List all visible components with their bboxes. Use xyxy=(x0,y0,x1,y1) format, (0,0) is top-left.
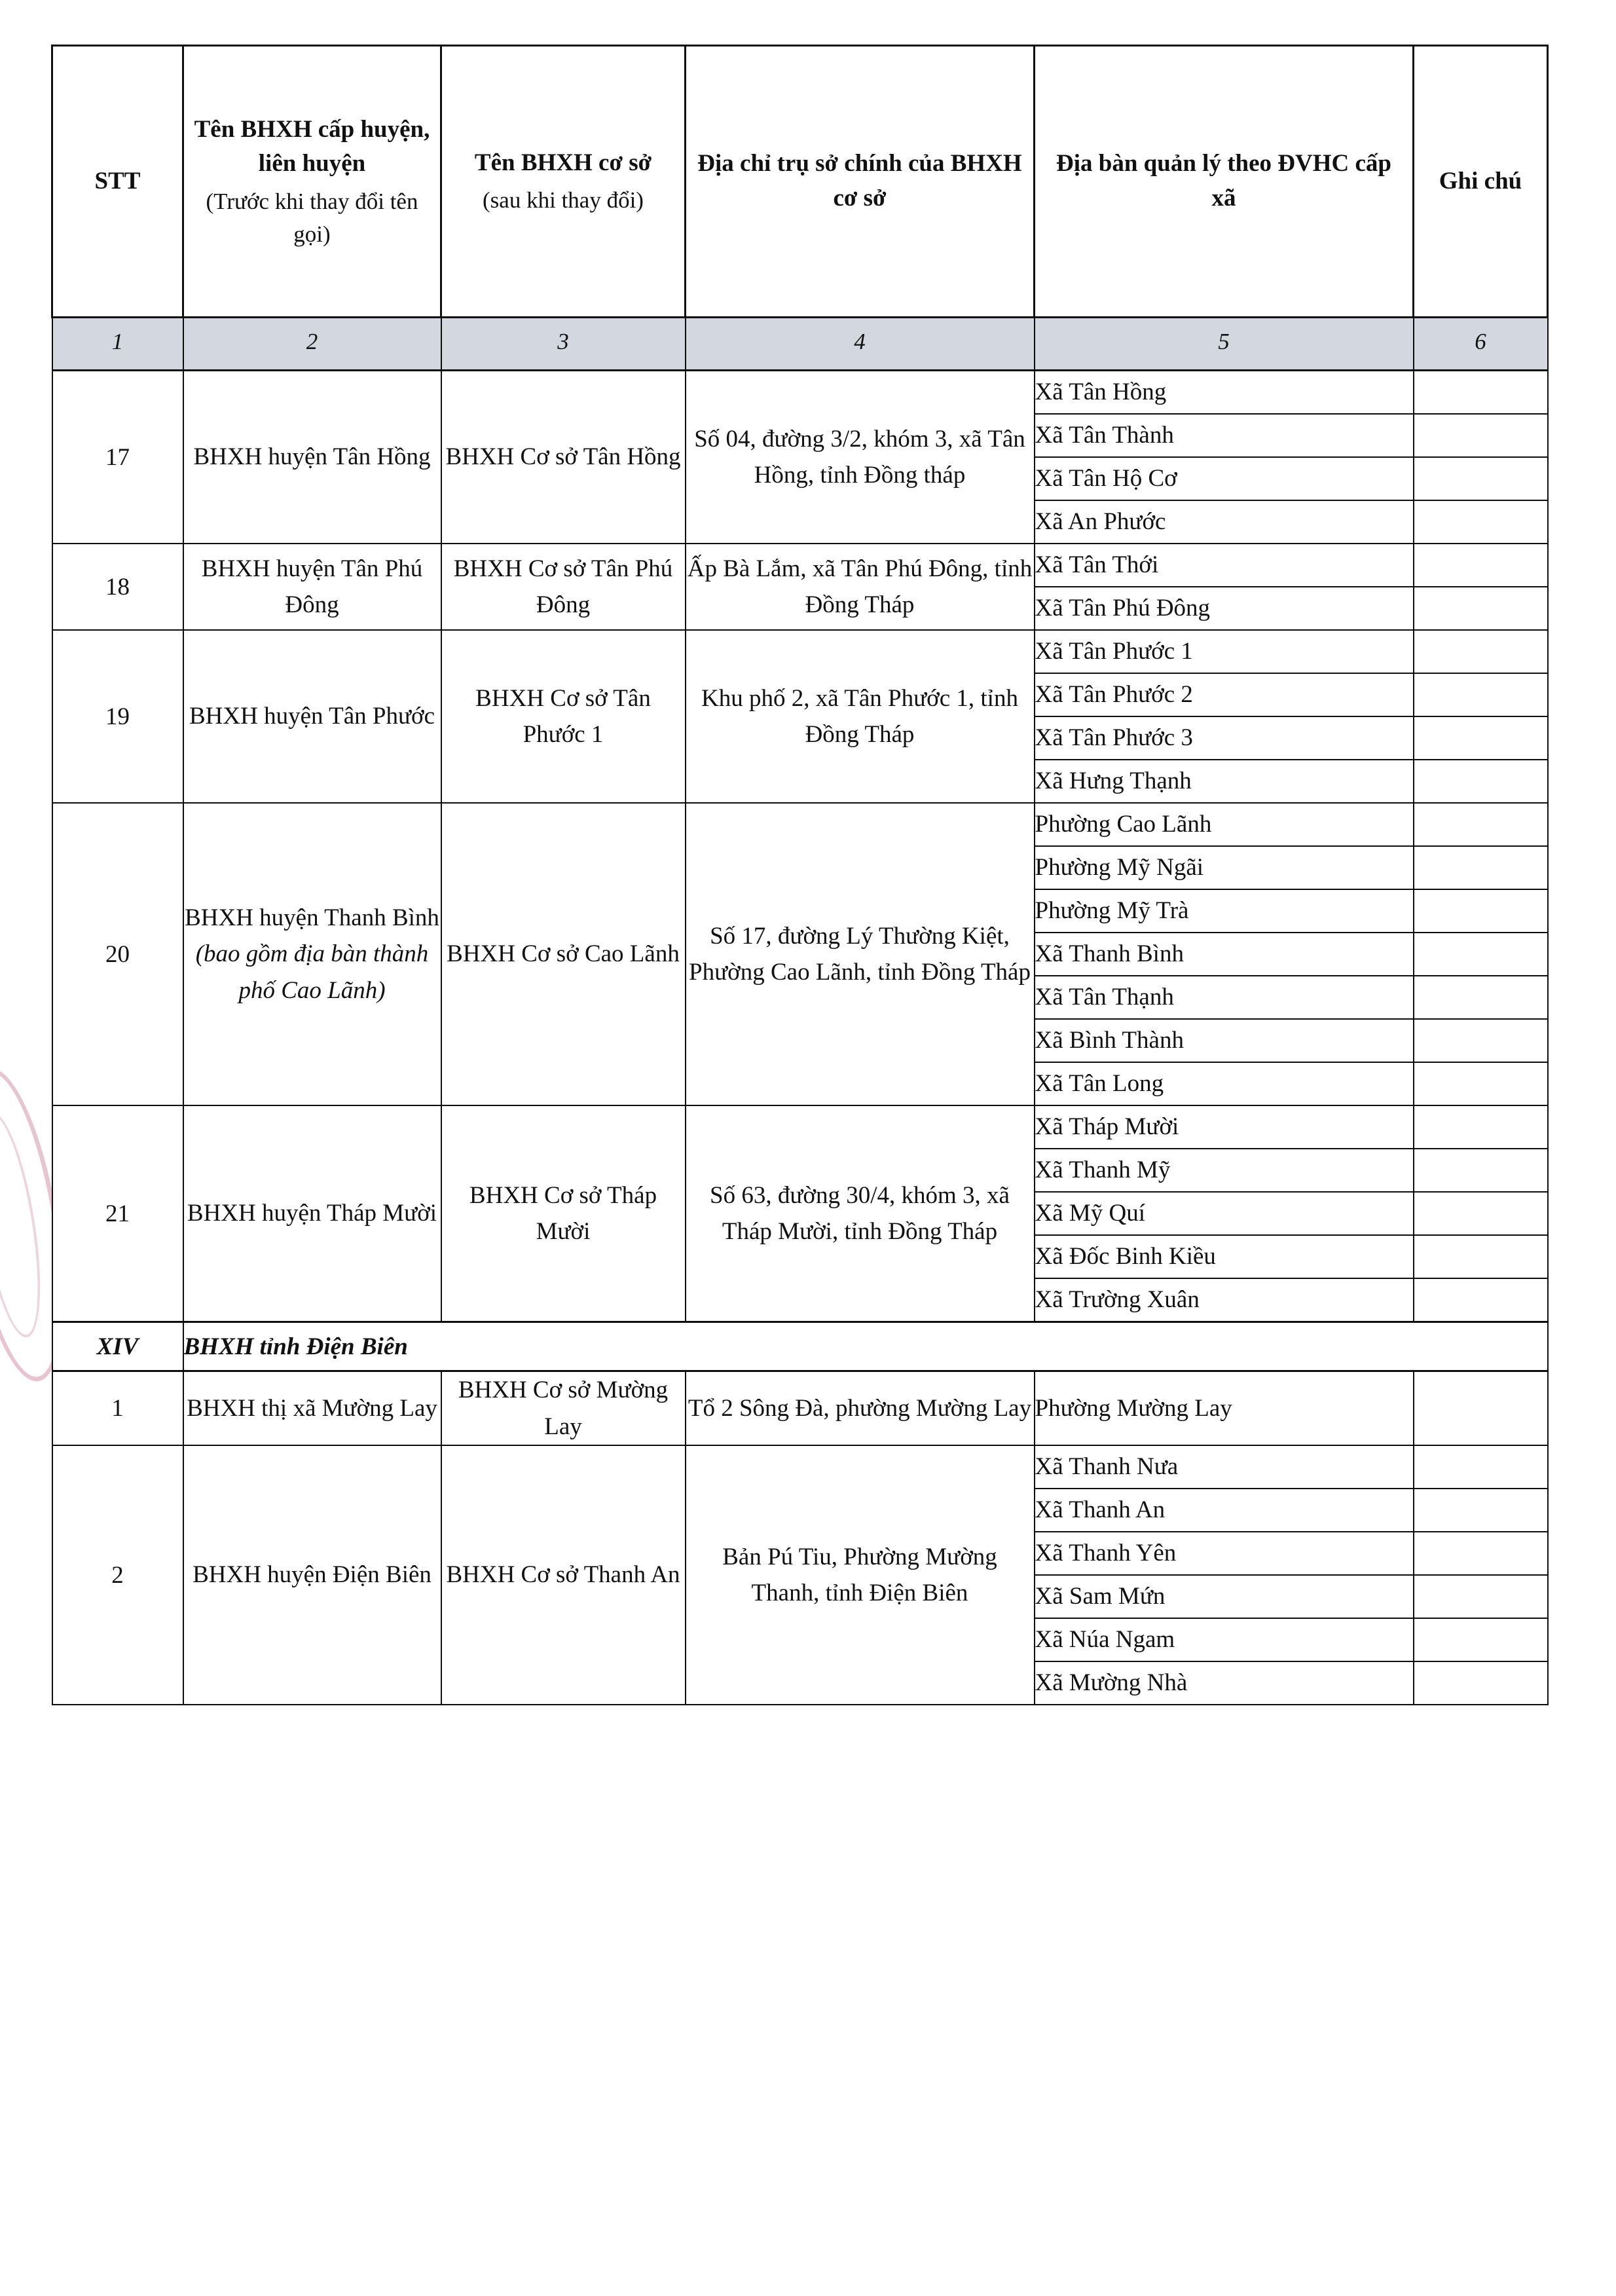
cell-ward: Phường Mỹ Trà xyxy=(1035,889,1414,933)
cell-note xyxy=(1414,976,1548,1019)
cell-new-name: BHXH Cơ sở Cao Lãnh xyxy=(441,803,686,1105)
cell-note xyxy=(1414,1105,1548,1149)
cell-stt: 1 xyxy=(52,1371,183,1446)
cell-ward: Xã Tân Phước 3 xyxy=(1035,716,1414,760)
column-number-5: 5 xyxy=(1035,318,1414,371)
cell-address: Số 17, đường Lý Thường Kiệt, Phường Cao Lãnh, tỉnh Đồng Tháp xyxy=(686,803,1035,1105)
cell-note xyxy=(1414,803,1548,846)
cell-stt: 17 xyxy=(52,371,183,544)
section-title: BHXH tỉnh Điện Biên xyxy=(183,1322,1548,1371)
cell-old-name: BHXH huyện Tân Hồng xyxy=(183,371,441,544)
cell-ward: Xã Thanh Mỹ xyxy=(1035,1149,1414,1192)
cell-note xyxy=(1414,1235,1548,1278)
cell-old-name: BHXH huyện Điện Biên xyxy=(183,1445,441,1705)
cell-note xyxy=(1414,933,1548,976)
cell-ward: Xã Núa Ngam xyxy=(1035,1618,1414,1661)
cell-ward: Xã Tân Thới xyxy=(1035,544,1414,587)
cell-stt: 20 xyxy=(52,803,183,1105)
cell-new-name: BHXH Cơ sở Mường Lay xyxy=(441,1371,686,1446)
cell-new-name: BHXH Cơ sở Tháp Mười xyxy=(441,1105,686,1322)
cell-ward: Xã An Phước xyxy=(1035,500,1414,544)
cell-ward: Xã Sam Mứn xyxy=(1035,1575,1414,1618)
table-row xyxy=(52,544,1548,587)
cell-note xyxy=(1414,371,1548,415)
cell-new-name: BHXH Cơ sở Tân Hồng xyxy=(441,371,686,544)
cell-stt: 2 xyxy=(52,1445,183,1705)
cell-note xyxy=(1414,1192,1548,1235)
cell-stt: 19 xyxy=(52,630,183,803)
column-header-3: Tên BHXH cơ sở (sau khi thay đổi) xyxy=(441,46,686,318)
cell-note xyxy=(1414,846,1548,889)
cell-ward: Xã Tân Thạnh xyxy=(1035,976,1414,1019)
table-row xyxy=(52,803,1548,846)
section-header-row xyxy=(52,1322,1548,1371)
column-number-4: 4 xyxy=(686,318,1035,371)
cell-note xyxy=(1414,716,1548,760)
cell-note xyxy=(1414,1019,1548,1062)
column-number-3: 3 xyxy=(441,318,686,371)
column-number-row xyxy=(52,318,1548,371)
column-number-1: 1 xyxy=(52,318,183,371)
cell-ward: Xã Tân Thành xyxy=(1035,414,1414,457)
cell-note xyxy=(1414,1278,1548,1322)
section-number: XIV xyxy=(52,1322,183,1371)
column-number-6: 6 xyxy=(1414,318,1548,371)
table-body xyxy=(52,46,1548,1705)
cell-ward: Xã Đốc Binh Kiều xyxy=(1035,1235,1414,1278)
cell-note xyxy=(1414,1661,1548,1705)
cell-stt: 21 xyxy=(52,1105,183,1322)
column-header-sub-3: (sau khi thay đổi) xyxy=(483,187,644,213)
cell-address: Bản Pú Tiu, Phường Mường Thanh, tỉnh Điện Biên xyxy=(686,1445,1035,1705)
cell-note xyxy=(1414,1445,1548,1489)
table-row xyxy=(52,1105,1548,1149)
table-row xyxy=(52,1445,1548,1489)
cell-ward: Xã Tân Phước 1 xyxy=(1035,630,1414,673)
cell-note xyxy=(1414,1149,1548,1192)
old-name-annotation: (bao gồm địa bàn thành phố Cao Lãnh) xyxy=(195,940,429,1004)
cell-ward: Xã Thanh Bình xyxy=(1035,933,1414,976)
cell-note xyxy=(1414,1532,1548,1575)
cell-address: Tổ 2 Sông Đà, phường Mường Lay xyxy=(686,1371,1035,1446)
column-header-2: Tên BHXH cấp huyện, liên huyện (Trước khi thay đổi tên gọi) xyxy=(183,46,441,318)
cell-ward: Xã Mỹ Quí xyxy=(1035,1192,1414,1235)
cell-note xyxy=(1414,1062,1548,1105)
cell-stt: 18 xyxy=(52,544,183,630)
cell-ward: Xã Trường Xuân xyxy=(1035,1278,1414,1322)
cell-old-name: BHXH huyện Tân Phước xyxy=(183,630,441,803)
cell-note xyxy=(1414,1575,1548,1618)
cell-ward: Phường Mường Lay xyxy=(1035,1371,1414,1446)
cell-ward: Xã Hưng Thạnh xyxy=(1035,760,1414,803)
cell-old-name: BHXH thị xã Mường Lay xyxy=(183,1371,441,1446)
cell-address: Ấp Bà Lắm, xã Tân Phú Đông, tỉnh Đồng Tháp xyxy=(686,544,1035,630)
cell-ward: Xã Tân Long xyxy=(1035,1062,1414,1105)
cell-ward: Xã Thanh Yên xyxy=(1035,1532,1414,1575)
cell-note xyxy=(1414,587,1548,630)
cell-ward: Xã Tân Hộ Cơ xyxy=(1035,457,1414,500)
cell-note xyxy=(1414,889,1548,933)
column-header-6: Ghi chú xyxy=(1414,46,1548,318)
column-number-2: 2 xyxy=(183,318,441,371)
table-row xyxy=(52,1371,1548,1446)
cell-note xyxy=(1414,1371,1548,1446)
cell-note xyxy=(1414,544,1548,587)
table-row xyxy=(52,630,1548,673)
cell-ward: Xã Tân Phước 2 xyxy=(1035,673,1414,716)
cell-note xyxy=(1414,414,1548,457)
cell-address: Khu phố 2, xã Tân Phước 1, tỉnh Đồng Tháp xyxy=(686,630,1035,803)
bhxh-registry-table xyxy=(51,45,1549,1705)
cell-note xyxy=(1414,673,1548,716)
cell-note xyxy=(1414,457,1548,500)
cell-note xyxy=(1414,500,1548,544)
cell-old-name: BHXH huyện Thanh Bình (bao gồm địa bàn thành phố Cao Lãnh) xyxy=(183,803,441,1105)
cell-note xyxy=(1414,1618,1548,1661)
column-header-4: Địa chỉ trụ sở chính của BHXH cơ sở xyxy=(686,46,1035,318)
column-header-5: Địa bàn quản lý theo ĐVHC cấp xã xyxy=(1035,46,1414,318)
cell-old-name: BHXH huyện Tháp Mười xyxy=(183,1105,441,1322)
cell-ward: Xã Thanh Nưa xyxy=(1035,1445,1414,1489)
cell-ward: Xã Bình Thành xyxy=(1035,1019,1414,1062)
column-header-1: STT xyxy=(52,46,183,318)
column-header-sub-2: (Trước khi thay đổi tên gọi) xyxy=(206,188,418,247)
cell-ward: Phường Mỹ Ngãi xyxy=(1035,846,1414,889)
document-sheet xyxy=(51,45,1547,1705)
cell-new-name: BHXH Cơ sở Tân Phước 1 xyxy=(441,630,686,803)
table-header-row xyxy=(52,46,1548,318)
cell-note xyxy=(1414,1489,1548,1532)
cell-ward: Xã Thanh An xyxy=(1035,1489,1414,1532)
cell-ward: Xã Tháp Mười xyxy=(1035,1105,1414,1149)
cell-ward: Xã Mường Nhà xyxy=(1035,1661,1414,1705)
cell-note xyxy=(1414,630,1548,673)
table-row xyxy=(52,371,1548,415)
cell-note xyxy=(1414,760,1548,803)
cell-address: Số 04, đường 3/2, khóm 3, xã Tân Hồng, tỉnh Đồng tháp xyxy=(686,371,1035,544)
cell-ward: Xã Tân Hồng xyxy=(1035,371,1414,415)
cell-address: Số 63, đường 30/4, khóm 3, xã Tháp Mười, tỉnh Đồng Tháp xyxy=(686,1105,1035,1322)
cell-ward: Xã Tân Phú Đông xyxy=(1035,587,1414,630)
cell-old-name: BHXH huyện Tân Phú Đông xyxy=(183,544,441,630)
cell-new-name: BHXH Cơ sở Tân Phú Đông xyxy=(441,544,686,630)
cell-ward: Phường Cao Lãnh xyxy=(1035,803,1414,846)
cell-new-name: BHXH Cơ sở Thanh An xyxy=(441,1445,686,1705)
